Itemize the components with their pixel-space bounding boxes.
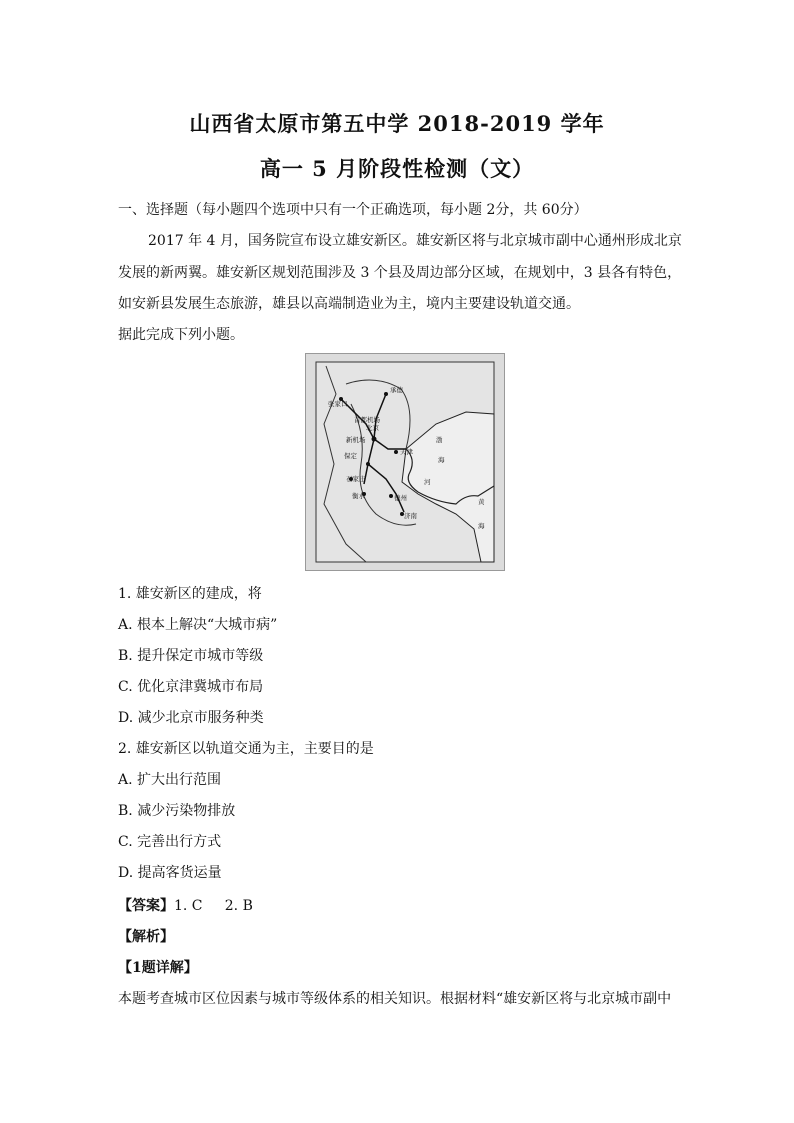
- material-line: 如安新县发展生态旅游，雄县以高端制造业为主，境内主要建设轨道交通。: [118, 296, 580, 312]
- svg-text:石家庄: 石家庄: [346, 475, 366, 483]
- svg-text:海: 海: [478, 522, 485, 530]
- option-c: C. 优化京津冀城市布局: [118, 679, 264, 695]
- question-stem: 2. 雄安新区以轨道交通为主，主要目的是: [118, 741, 374, 757]
- option-d: D. 提高客货运量: [118, 865, 222, 881]
- svg-text:德州: 德州: [394, 494, 407, 502]
- svg-text:保定: 保定: [344, 452, 357, 460]
- svg-text:天津: 天津: [400, 448, 413, 456]
- option-a: A. 扩大出行范围: [118, 772, 222, 788]
- answer-line: [118, 895, 253, 915]
- section-heading: 一、选择题（每小题四个选项中只有一个正确选项，每小题 2分，共 60分）: [118, 202, 588, 218]
- option-c: C. 完善出行方式: [118, 834, 222, 850]
- page-title: 山西省太原市第五中学 2018-2019 学年: [189, 111, 605, 136]
- svg-text:张家口: 张家口: [328, 400, 348, 408]
- page-subtitle: 高一 5 月阶段性检测（文）: [259, 156, 535, 181]
- option-b: B. 提升保定市城市等级: [118, 648, 264, 664]
- option-b: B. 减少污染物排放: [118, 803, 236, 819]
- option-d: D. 减少北京市服务种类: [118, 710, 264, 726]
- material-line: 2017 年 4 月，国务院宣布设立雄安新区。雄安新区将与北京城市副中心通州形成北京: [148, 233, 682, 249]
- svg-text:北京: 北京: [366, 424, 379, 432]
- svg-text:河: 河: [424, 478, 431, 486]
- answer-text: 1. C 2. B: [174, 898, 253, 914]
- analysis-text: 本题考查城市区位因素与城市等级体系的相关知识。根据材料“雄安新区将与北京城市副中: [118, 991, 672, 1007]
- svg-text:首都机场: 首都机场: [354, 416, 380, 424]
- svg-text:济南: 济南: [404, 512, 417, 520]
- svg-text:海: 海: [438, 456, 445, 464]
- option-a: A. 根本上解决“大城市病”: [118, 617, 278, 633]
- analysis-label: 【解析】: [118, 929, 174, 945]
- svg-text:衡水: 衡水: [352, 492, 365, 500]
- svg-text:承德: 承德: [390, 386, 403, 394]
- analysis-sub-label: 【1题详解】: [118, 960, 198, 976]
- region-map-figure: [305, 353, 505, 571]
- svg-text:新机场: 新机场: [346, 436, 366, 444]
- answer-label: 【答案】: [118, 898, 174, 914]
- material-line: 发展的新两翼。雄安新区规划范围涉及 3 个县及周边部分区域，在规划中，3 县各有特色，: [118, 265, 682, 281]
- svg-text:渤: 渤: [436, 436, 443, 444]
- question-stem: 1. 雄安新区的建成，将: [118, 586, 262, 602]
- material-instruction: 据此完成下列小题。: [118, 327, 244, 343]
- svg-text:黄: 黄: [478, 498, 485, 506]
